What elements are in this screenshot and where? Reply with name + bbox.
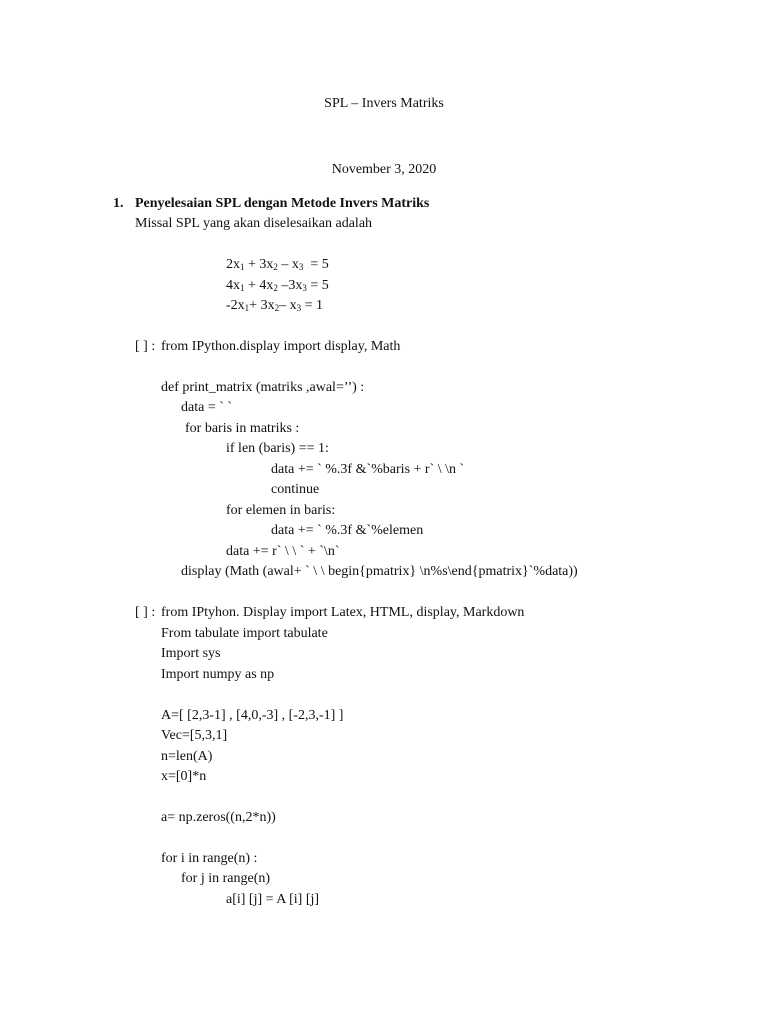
equation-2: $4x_1 + 4x_2$ $-3x_3 = 5$ (226, 278, 329, 293)
cell-1-line: continue (271, 482, 320, 497)
cell-2-line: A=[ [2,3-1] , [4,0,-3] , [-2,3,-1] ] (161, 708, 344, 723)
document-title: SPL – Invers Matriks (324, 96, 444, 111)
cell-2-line: from IPtyhon. Display import Latex, HTML, display, Markdown (161, 605, 525, 620)
section-number: 1. (113, 196, 124, 211)
document-date: November 3, 2020 (331, 162, 437, 177)
section-heading: Penyelesaian SPL dengan Metode Invers Matriks (135, 196, 430, 211)
cell-1-line: if len (baris) == 1: (226, 441, 329, 456)
cell-2-line: Vec=[5,3,1] (161, 728, 228, 743)
cell-2-line: Import numpy as np (161, 667, 275, 682)
cell-2-line: for j in range(n) (181, 871, 271, 886)
cell-2-line: Import sys (161, 646, 221, 661)
cell-2-line: a[i] [j] = A [i] [j] (226, 892, 320, 907)
cell-2-line: for i in range(n) : (161, 851, 258, 866)
cell-2-line: From tabulate import tabulate (161, 626, 328, 641)
cell-1-line: for baris in matriks : (185, 421, 300, 436)
cell-1-line: from IPython.display import display, Math (161, 339, 401, 354)
cell-1-line: display (Math (awal+ ` \ \ begin{pmatrix} \n%s\end{pmatrix}`%data)) (181, 564, 578, 579)
cell-2-line: n=len(A) (161, 749, 213, 764)
equation-3: $-2x_1+ 3x_2-$ $x_3 = 1$ (226, 298, 323, 313)
cell-1-line: data = ` ` (181, 400, 233, 415)
cell-1-line: def print_matrix (matriks ,awal=’’) : (161, 380, 365, 395)
equation-1: $2x_1 + 3x_2 - x_3 = 5$ (226, 257, 329, 272)
cell-2-prompt: [ ] : (135, 605, 156, 620)
cell-1-line: data += r` \ \ ` + `\n` (226, 544, 340, 559)
cell-1-line: for elemen in baris: (226, 503, 336, 518)
cell-1-prompt: [ ] : (135, 339, 156, 354)
cell-2-line: x=[0]*n (161, 769, 207, 784)
cell-1-line: data += ` %.3f &`%elemen (271, 523, 424, 538)
section-intro: Missal SPL yang akan diselesaikan adalah (135, 216, 373, 231)
cell-2-line: a= np.zeros((n,2*n)) (161, 810, 276, 825)
cell-1-line: data += ` %.3f &`%baris + r` \ \n ` (271, 462, 465, 477)
